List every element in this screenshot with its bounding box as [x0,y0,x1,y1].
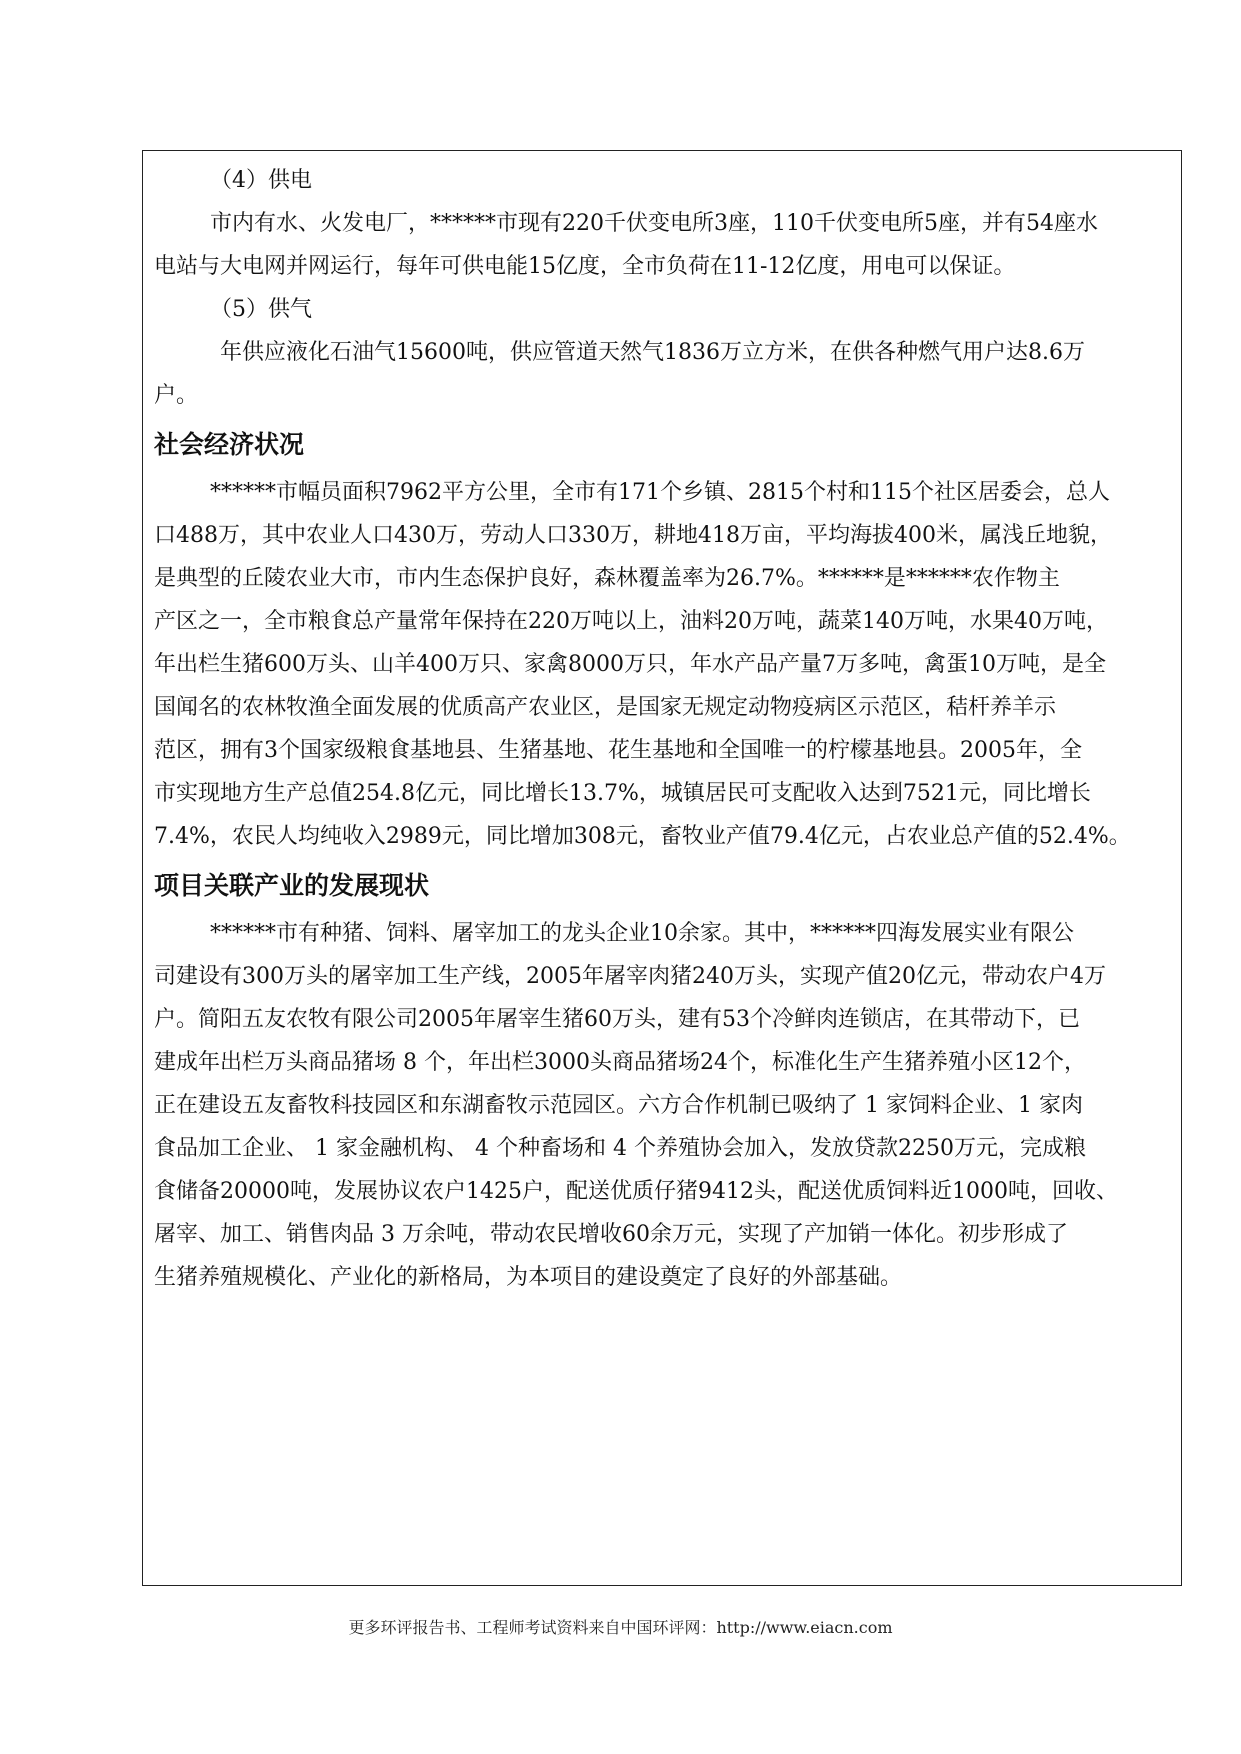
paragraph-line: 正在建设五友畜牧科技园区和东湖畜牧示范园区。六方合作机制已吸纳了 1 家饲料企业、1 家肉 [154,1093,1083,1118]
power-supply-line: 电站与大电网并网运行，每年可供电能15亿度，全市负荷在11-12亿度，用电可以保证。 [154,254,1016,279]
paragraph-line: 建成年出栏万头商品猪场 8 个，年出栏3000头商品猪场24个，标准化生产生猪养殖小区12个， [154,1050,1086,1075]
paragraph-line: 屠宰、加工、销售肉品 3 万余吨，带动农民增收60余万元，实现了产加销一体化。初步形成了 [154,1222,1068,1247]
document-frame [142,150,1182,1586]
gas-supply-section [154,288,1170,417]
paragraph-line: 7.4%，农民人均纯收入2989元，同比增加308元，畜牧业产值79.4亿元，占农业总产值的52.4%。 [154,824,1131,849]
power-supply-line: 市内有水、火发电厂，******市现有220千伏变电所3座，110千伏变电所5座，并有54座水 [210,211,1098,236]
section-heading-socio-economic: 社会经济状况 [154,430,305,459]
paragraph-line: 食品加工企业、 1 家金融机构、 4 个种畜场和 4 个养殖协会加入，发放贷款2250万元，完成粮 [154,1136,1086,1161]
paragraph-line: 户。简阳五友农牧有限公司2005年屠宰生猪60万头，建有53个冷鲜肉连锁店，在其带动下，已 [154,1007,1080,1032]
gas-supply-line: 年供应液化石油气15600吨，供应管道天然气1836万立方米，在供各种燃气用户达8.6万 [220,340,1085,365]
paragraph-line: 市实现地方生产总值254.8亿元，同比增长13.7%，城镇居民可支配收入达到7521元，同比增长 [154,781,1091,806]
gas-supply-line: 户。 [154,383,199,408]
power-supply-section [154,159,1170,288]
paragraph-line: ******市有种猪、饲料、屠宰加工的龙头企业10余家。其中，******四海发展实业有限公 [210,921,1074,946]
socio-economic-section [154,419,1170,858]
paragraph-line: 口488万，其中农业人口430万，劳动人口330万，耕地418万亩，平均海拔400米，属浅丘地貌， [154,523,1112,548]
paragraph-line: 生猪养殖规模化、产业化的新格局，为本项目的建设奠定了良好的外部基础。 [154,1265,903,1290]
paragraph-line: 是典型的丘陵农业大市，市内生态保护良好，森林覆盖率为26.7%。******是******农作物主 [154,566,1060,591]
paragraph-line: 国闻名的农林牧渔全面发展的优质高产农业区，是国家无规定动物疫病区示范区，秸杆养羊示 [154,695,1057,720]
paragraph-line: 食储备20000吨，发展协议农户1425户，配送优质仔猪9412头，配送优质饲料近1000吨，回收、 [154,1179,1118,1204]
paragraph-line: 范区，拥有3个国家级粮食基地县、生猪基地、花生基地和全国唯一的柠檬基地县。2005年，全 [154,738,1082,763]
paragraph-line: 产区之一，全市粮食总产量常年保持在220万吨以上，油料20万吨，蔬菜140万吨，水果40万吨， [154,609,1108,634]
power-supply-title: （4）供电 [210,168,312,193]
paragraph-line: ******市幅员面积7962平方公里，全市有171个乡镇、2815个村和115个社区居委会，总人 [210,480,1110,505]
section-heading-related-industry: 项目关联产业的发展现状 [154,871,430,900]
paragraph-line: 司建设有300万头的屠宰加工生产线，2005年屠宰肉猪240万头，实现产值20亿元，带动农户4万 [154,964,1106,989]
paragraph-line: 年出栏生猪600万头、山羊400万只、家禽8000万只，年水产品产量7万多吨，禽蛋10万吨，是全 [154,652,1106,677]
related-industry-section [154,860,1170,1299]
gas-supply-title: （5）供气 [210,297,312,322]
page-footer: 更多环评报告书、工程师考试资料来自中国环评网：http://www.eiacn.com [348,1618,893,1637]
